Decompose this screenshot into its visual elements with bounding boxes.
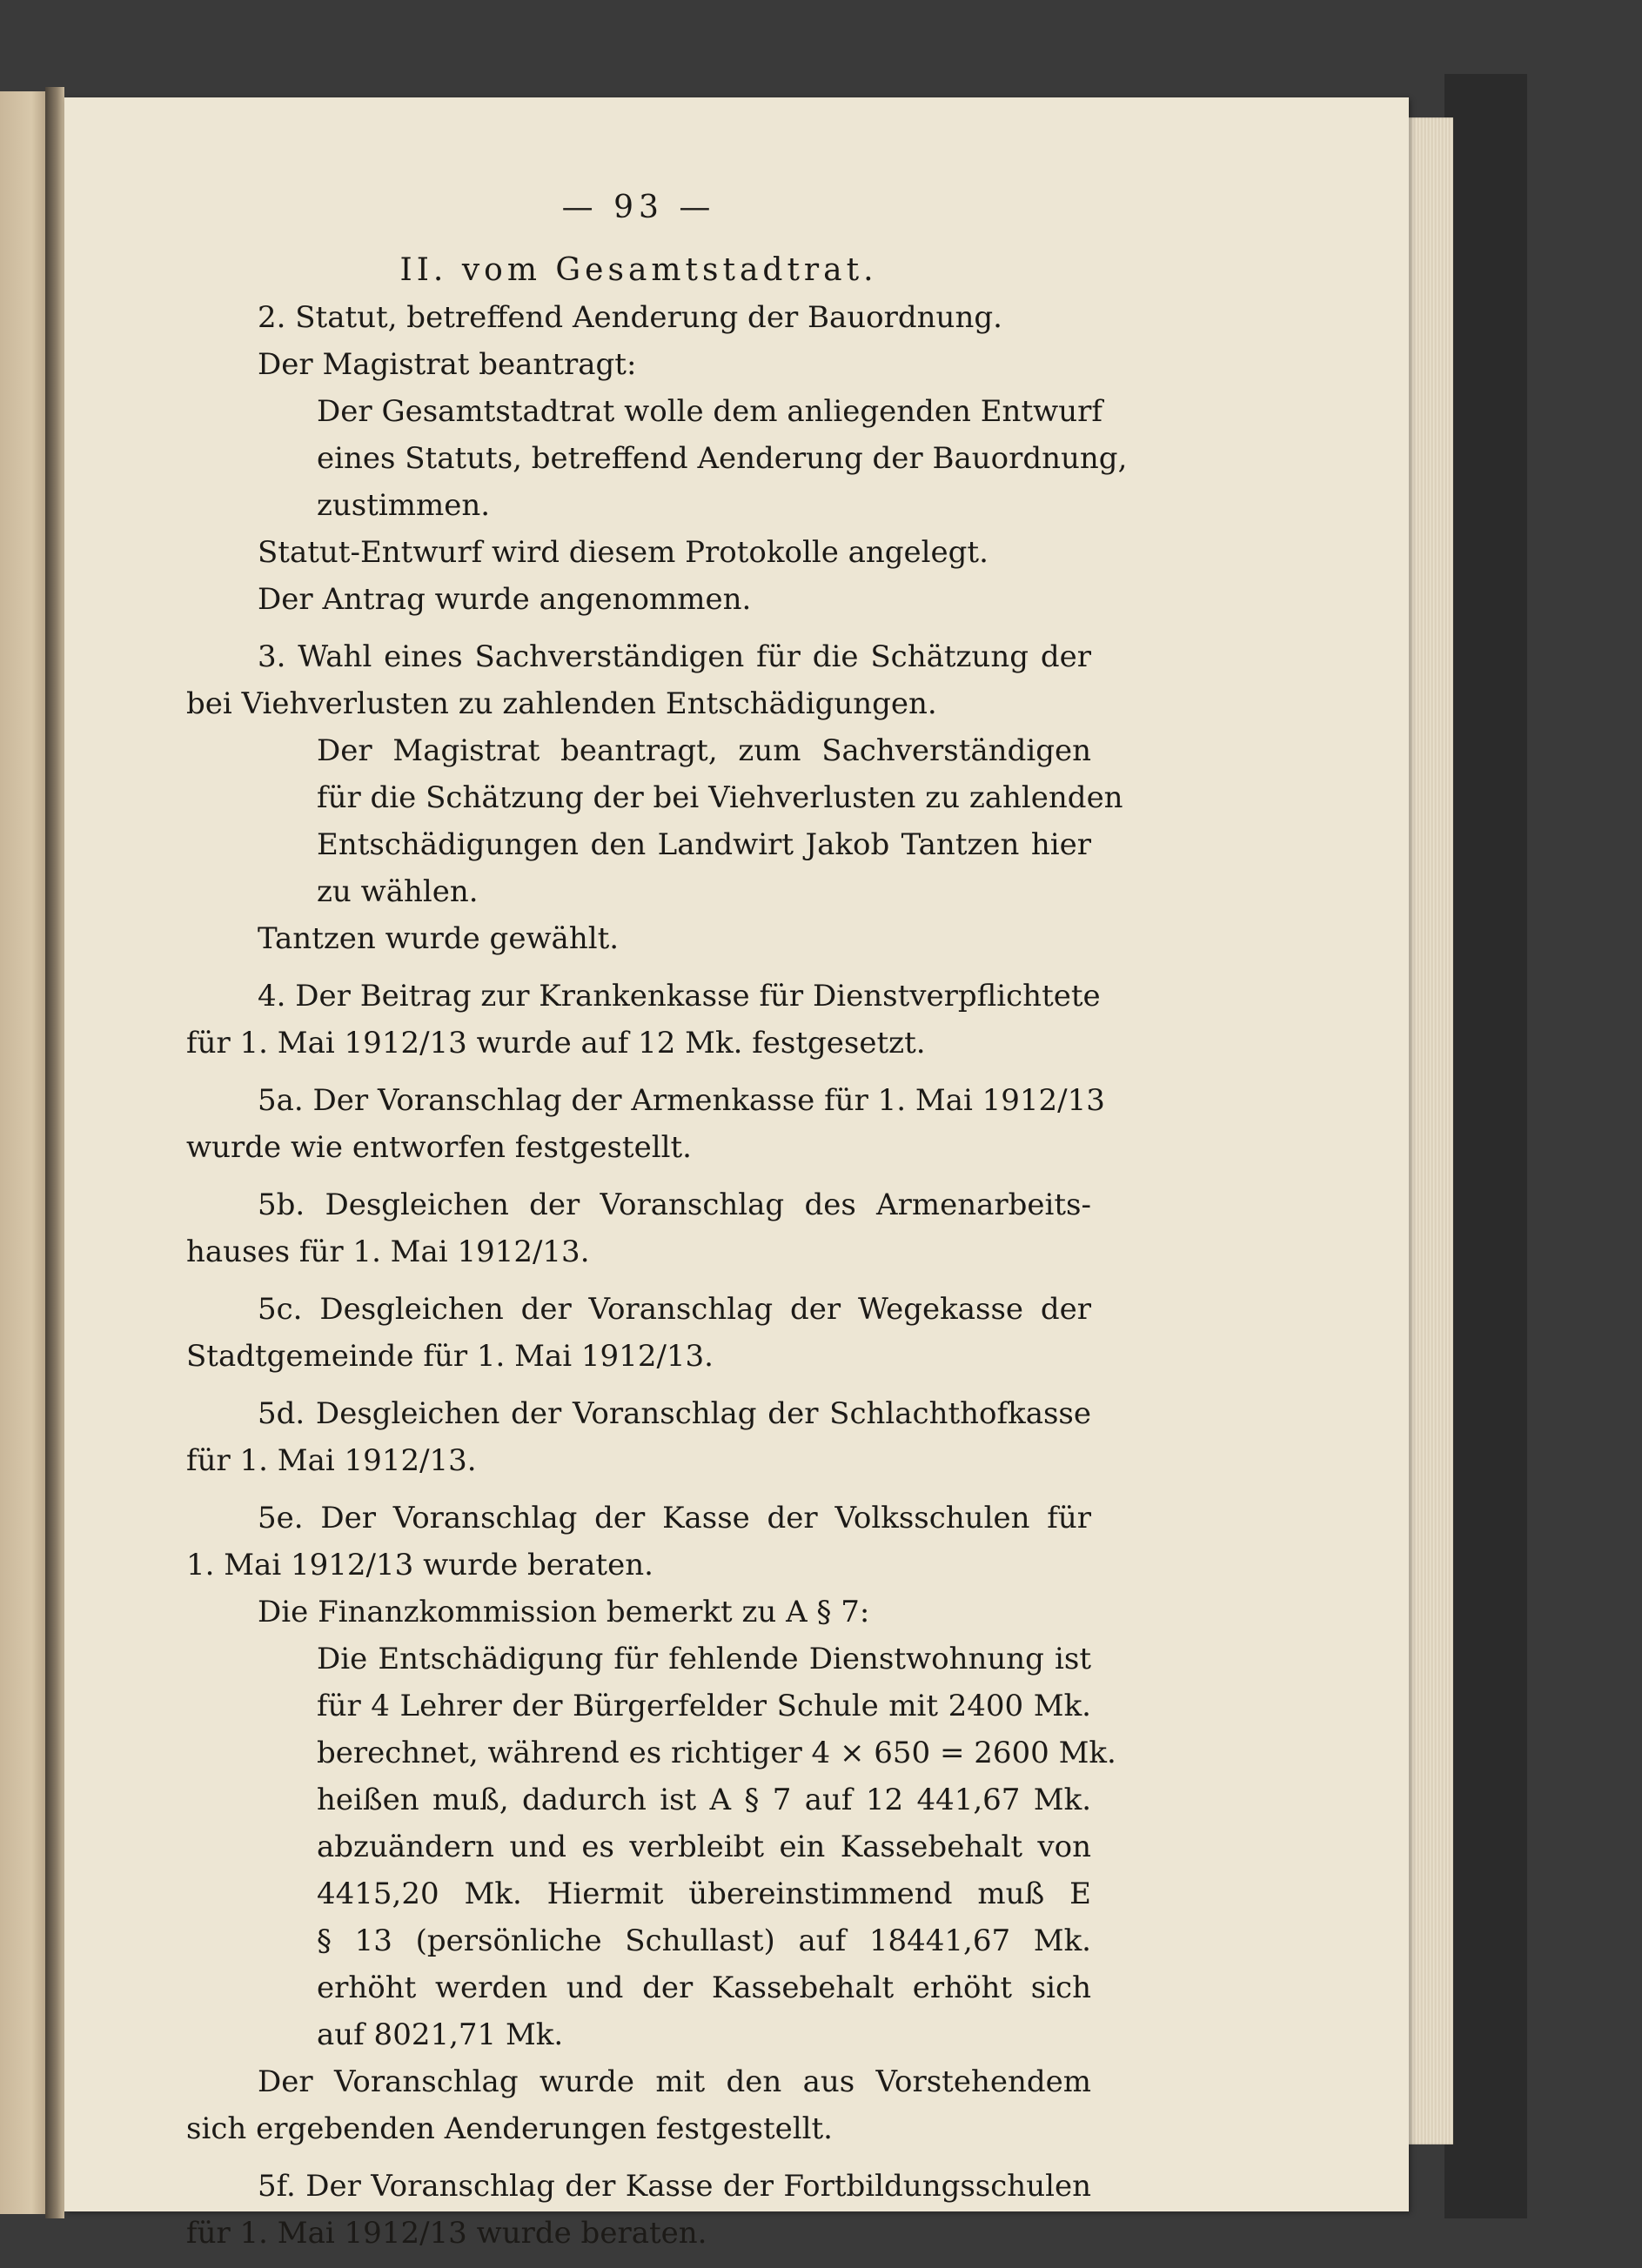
- text-line: 5f. Der Voranschlag der Kasse der Fortbildungsschulen: [258, 2169, 1091, 2204]
- text-line: für 1. Mai 1912/13 wurde beraten.: [186, 2216, 707, 2251]
- text-line: 5c. Desgleichen der Voranschlag der Wegekasse der: [258, 1292, 1091, 1327]
- body-lines: [186, 294, 1128, 2257]
- text-line: Die Entschädigung für fehlende Dienstwohnung ist: [317, 1642, 1091, 1676]
- book-page: [64, 97, 1409, 2251]
- text-line: 5d. Desgleichen der Voranschlag der Schlachthofkasse: [258, 1396, 1091, 1431]
- text-line: Die Finanzkommission bemerkt zu A § 7:: [258, 1595, 870, 1629]
- text-line: sich ergebenden Aenderungen festgestellt.: [186, 2111, 833, 2146]
- text-line: 4. Der Beitrag zur Krankenkasse für Dienstverpflichtete: [258, 979, 1101, 1014]
- text-line: auf 8021,71 Mk.: [317, 2017, 564, 2052]
- text-line: 4415,20 Mk. Hiermit übereinstimmend muß E: [317, 1877, 1091, 1911]
- text-line: 1. Mai 1912/13 wurde beraten.: [186, 1548, 653, 1582]
- text-line: für 4 Lehrer der Bürgerfelder Schule mit 2400 Mk.: [317, 1689, 1091, 1723]
- text-line: hauses für 1. Mai 1912/13.: [186, 1234, 590, 1269]
- text-line: für 1. Mai 1912/13.: [186, 1443, 477, 1478]
- text-line: abzuändern und es verbleibt ein Kassebehalt von: [317, 1830, 1091, 1864]
- page-number: — 93 —: [561, 190, 716, 225]
- text-line: 5a. Der Voranschlag der Armenkasse für 1. Mai 1912/13: [258, 1083, 1105, 1118]
- text-line: 5b. Desgleichen der Voranschlag des Armenarbeits-: [258, 1188, 1091, 1222]
- text-line: für 1. Mai 1912/13 wurde auf 12 Mk. festgesetzt.: [186, 1026, 926, 1060]
- text-line: berechnet, während es richtiger 4 × 650 = 2600 Mk.: [317, 1736, 1116, 1770]
- book-gutter: [45, 87, 64, 2218]
- text-line: 3. Wahl eines Sachverständigen für die Schätzung der: [258, 639, 1091, 674]
- left-page-edge: [0, 91, 45, 2214]
- text-line: Statut-Entwurf wird diesem Protokolle angelegt.: [258, 535, 989, 570]
- section-heading: II. vom Gesamtstadtrat.: [399, 252, 878, 288]
- text-line: Der Gesamtstadtrat wolle dem anliegenden Entwurf: [317, 394, 1102, 429]
- text-line: bei Viehverlusten zu zahlenden Entschädigungen.: [186, 686, 937, 721]
- text-line: Der Antrag wurde angenommen.: [258, 582, 752, 617]
- book-cover-edge: [1444, 74, 1527, 2218]
- page-text: [186, 184, 1128, 2257]
- text-line: § 13 (persönliche Schullast) auf 18441,67 Mk.: [317, 1923, 1091, 1958]
- text-line: heißen muß, dadurch ist A § 7 auf 12 441,67 Mk.: [317, 1783, 1091, 1817]
- text-line: für die Schätzung der bei Viehverlusten zu zahlenden: [317, 780, 1123, 815]
- text-line: eines Statuts, betreffend Aenderung der Bauordnung,: [317, 441, 1128, 476]
- text-line: zu wählen.: [317, 874, 479, 909]
- text-line: Der Magistrat beantragt:: [258, 347, 637, 382]
- page-edges: [1403, 117, 1453, 2144]
- text-line: wurde wie entworfen festgestellt.: [186, 1130, 692, 1165]
- text-line: Der Voranschlag wurde mit den aus Vorstehendem: [258, 2064, 1091, 2099]
- text-line: Entschädigungen den Landwirt Jakob Tantzen hier: [317, 827, 1091, 862]
- text-line: 5e. Der Voranschlag der Kasse der Volksschulen für: [258, 1501, 1091, 1535]
- text-line: Der Magistrat beantragt, zum Sachverständigen: [317, 733, 1091, 768]
- text-line: 2. Statut, betreffend Aenderung der Bauordnung.: [258, 300, 1002, 335]
- text-line: Stadtgemeinde für 1. Mai 1912/13.: [186, 1339, 714, 1374]
- text-line: Tantzen wurde gewählt.: [258, 921, 620, 956]
- text-line: erhöht werden und der Kassebehalt erhöht sich: [317, 1970, 1091, 2005]
- text-line: zustimmen.: [317, 488, 491, 523]
